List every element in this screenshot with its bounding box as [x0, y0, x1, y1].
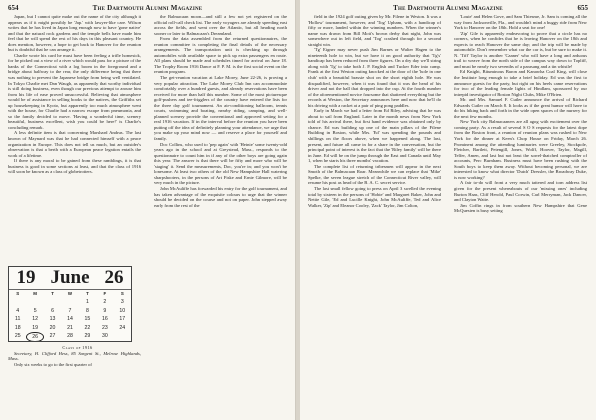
- reunion-calendar-image: [8, 266, 132, 342]
- calendar-day-cell: 9: [103, 307, 107, 314]
- calendar-day-cell: 17: [119, 316, 126, 323]
- calendar-day-cell: 29: [84, 333, 91, 340]
- calendar-day-cell: 13: [49, 316, 56, 323]
- page-number: 654: [8, 4, 19, 12]
- calendar-day-cell: [61, 298, 78, 306]
- calendar-weekday: S: [16, 291, 20, 296]
- right-page: [300, 0, 596, 420]
- paragraph: the Balmacaan moon—and still a few not yet registered on the official roll-call check list. The early voyagers are already speeding east across the fields, and went over the Atlantic, but all heading north sooner or later to Balmacaan's Dreamland.: [154, 14, 287, 36]
- left-column-2: [154, 14, 287, 414]
- calendar-day-cell: 15: [84, 316, 91, 323]
- calendar-weekday: S: [120, 291, 124, 296]
- calendar-day-cell: 16: [101, 316, 108, 323]
- right-column-2: [454, 14, 587, 414]
- running-title: The Dartmouth Alumni Magazine: [92, 4, 203, 12]
- paragraph: Japan, but I cannot quite make out the name of the city although it appears as if it might possibly be 'Jap.' with lawyer-like care. Wilson writes that he has lived in Japan long enough now to have 'gone native' and that the natural rock gardens and the temple bells have made him feel that he will spend the rest of his days in this pleasant country. He does mention, however, a hope to get back to Hanover for the reunion but is doubtful that he can arrange it.: [8, 14, 141, 53]
- paragraph: A less definite item is that concerning Marshard Andrus. The last known of Maynard was that he had connected himself with a peace organization in Europe. This does not tell us much, but an outsider's observation is that a berth with a European peace legation entails the work of a lifetime.: [8, 130, 141, 158]
- calendar-day-cell: [114, 332, 131, 342]
- paragraph: John McAuliffe has forwarded his entry for the golf tournament, and has taken advantage of the exquisite colours to urge that the winner should be decided on the course and not on paper. John stepped away early from the rest of the: [154, 185, 287, 208]
- calendar-day-cell: [26, 298, 43, 306]
- paragraph: The complete list of returning tribesmen will appear in the next Smoth of the Balmacaan Roar. Meanwhile we can replace that 'Mike' Spelke, the seven league stretch of the Connecticut River valley, will resume his post as head of the B. A. C. secret service.: [308, 163, 441, 186]
- calendar-day-cell: 12: [32, 316, 39, 323]
- page-number: 655: [577, 4, 588, 12]
- calendar-weekday: F: [103, 291, 107, 296]
- paragraph: 'Zip' Gile is apparently endeavoring to prove that a circle has no corners, when he confides that he is leaving Hanover on the 18th and expects to reach Hanover the same day; and the trip will be made by automobile. Don't remember what car the car is, but be sure to make it. N. 'Tiff' Taylor is another 'Caaner' who will have a long and arduous trail to weave from the north side of the campus way down to Topliff, and must be nearly two sevenths of a parasang and a tin whistle!: [454, 30, 587, 69]
- paragraph: A fair to-do will front a very much tattered and torn address list given for the present whereabouts of our 'missing ones' including Burton Haas, Cliff Herold, Paul Corwin, Carl Merryman, Jack Dancer, and Clayton Waite.: [454, 180, 587, 203]
- calendar-day-cell: 2: [103, 299, 107, 306]
- calendar-day-cell: 5: [33, 307, 37, 314]
- calendar-day-cell: 24: [119, 324, 126, 331]
- calendar-year-prefix: 19: [16, 267, 36, 289]
- calendar-day-cell: 19: [32, 324, 39, 331]
- calendar-weekday: W: [67, 291, 73, 296]
- left-column-1: [8, 14, 141, 414]
- calendar-day-cell: 20: [49, 324, 56, 331]
- paragraph: 'Tg' Eigner may never push Jim Barnes or Walter Hagen to the nineteenth hole to win, but we have it on good authority that 'Tg's' handicap has been reduced from three figures. On a dry day we'll string along with 'Tg' to take both J. P. English and Tucker Eder into camp. Frank at the first Weston outing knocked at the door of the 'hole in one club' with a beautiful brassie shot on the short eighth hole. He was disqualified, however, when it was found that it was the head of his driver and not the ball that dropped into the cup. At the fourth number of the aforementioned novice foursome that shattered everything but the records at Weston, the Secretary announces here and now that he'll do his driving with a racket at a pair of ping pong paddles.: [308, 47, 441, 108]
- calendar-day: 26: [104, 267, 124, 289]
- calendar-day-cell: 10: [119, 307, 126, 314]
- calendar-day-cell: 22: [84, 324, 91, 331]
- calendar-month: June: [50, 267, 90, 289]
- calendar-day-cell: 28: [67, 333, 73, 340]
- class-caption: [8, 345, 141, 367]
- paragraph: Mr. and Mrs. Samuel F. Cutler announce the arrival of Richard Edwards Cutler on March 8. It looks as if the great humor will have to do his hiking back and forth in the wide open spaces of the nursery for the next few months.: [454, 97, 587, 119]
- left-column-1-text: [8, 14, 141, 262]
- calendar-day-cell: 1: [85, 299, 89, 306]
- calendar-day-cell: 27: [49, 333, 56, 340]
- calendar-day-cell: 4: [16, 307, 20, 314]
- paragraph: Doc Collins, who used to 'pep again' with 'Heinie' some twenty-odd years ago in the school and at Greystead, Mass., responds to the questionnaire to count him in if any of the other boys are going again this year. The answer is that there will be fifty and more who will be 'staging' it. Send the measurements, Doc, you're in; and you won't be lonesome. At least two others of the old New Hampshire Hall watering sharpshooters, in the persons of Art Fiske and Ernie Gilmore, will be very much in the picture.: [154, 141, 287, 186]
- left-page: [0, 0, 296, 420]
- calendar-day-cell: 18: [14, 324, 21, 331]
- paragraph: Jim Coffin rings in from southern New Hampshire that Gene McQuesten is busy setting: [454, 202, 587, 214]
- paragraph: New York city Balmacaaners are all agog with excitement over the coming party. As a result of several S O S requests for the latest dope from the Boston front, a reunion of reunion plans was rushed to New York for the dinner at Keen's Chop House on Friday, March 26. Prominent among the attending luminaries were Greeley, Stockpole, Fletcher, Bartlett, Petengill, Jones, Wolff, Hoover, Taylor, Magill, Telfer, Amen, and last but not least the sorrel-thatched comptroller of accounts, Perc Burnham. Business must have been rushing with the South boys to keep them away. Without becoming personal, we are interested to know what director 'Dutch' Dressler, the Broadway Duke, is now working?: [454, 119, 587, 180]
- calendar-day-cell: 8: [85, 307, 89, 314]
- paragraph: The get-reunion vacation at Lake Morey, June 22-26, is proving a very popular attraction. The Lake Morey Club Inn can accommodate comfortably over a hundred guests, and already reservations have been received for more than half this number. Some of the most picturesque golf-pushers and tee-frigglers of the country have entered the lists for the three day golf tournament. An air-conditioning ballroom, tennis courts, swimming and boating, nearby riding, camping, and well-planned scenery provide the conventional and approved setting for a real 1916 vacation. If in the interval before the reunion you have been putting off the idea of definitely planning your attendance, we urge that you make up your mind now — and reserve a place for yourself and family.: [154, 75, 287, 142]
- calendar-day-cell: 21: [67, 324, 73, 331]
- calendar-grid: [9, 290, 131, 342]
- left-header: [8, 3, 287, 13]
- calendar-day-cell: [44, 298, 61, 306]
- paragraph: Charlie wrote his card he must have been feeling a trifle homesick, for he picked out a view of a river which would pass for a picture of the banks of the Connecticut with a log boom in the foreground and a bridge about halfway to the rear, the only difference being that there was nothing to prevent the Japanese bridge from being well ventilated. In Tokyo Charlie met Dan Waugh, as apparently that worthy individual is still doing business, even though our previous attempt to arouse him from his life of ease proved unsuccessful. Believing that atmosphere would be of assistance in selling books to the natives, the Griffiths set up housekeeping in Kyoto, but apparently too much atmosphere went with the house, for Charlie had a narrow escape from pneumonia, and so the family decided to move. 'Having a wonderful time, scenery beautiful, business excellent, wish you could be here!' is Charlie's concluding remark.: [8, 52, 141, 130]
- running-title: The Dartmouth Alumni Magazine: [393, 4, 503, 12]
- calendar-day-cell: 7: [68, 307, 72, 314]
- paragraph: field in the 1924 golf outing given by Mr. Filene in Weston. It was a 'Hollow' tournament, however, and 'Tog' Upham, with a handicap of fifty or more, landed within the winning numbers. When the winner's name was drawn from Bill Mott's brown derby that night, John was somewhere out in left field, and 'Tog' crashed through for a second straight win.: [308, 14, 441, 47]
- right-header: [308, 3, 588, 13]
- caption-text: Only six weeks to go to the first quarter of: [14, 361, 92, 367]
- paragraph: The last small fellow going to press on April 3 swelled the evening total by sixteen in the persons of 'Hobie' and Margaret Baker, John and Nettie Gile, 'Ed and Lucille Knight, John McAuliffe, Ted and Alice Walker, 'Zip' and Eleanor Cooley, 'Zack' Taylor, Jim Colton,: [308, 185, 441, 208]
- calendar-day-cell: 23: [101, 324, 108, 331]
- calendar-day-cell: [9, 298, 26, 306]
- paragraph: Ed Knight, Bituminous Baron and Kanawha Coal King, will close the Institute long enough to take a brief holiday. Ed was the first to announce guests for the party, but right on his heels came reservations for two of the leading female lights of Hindlam, sponsored by our intrepid investigator of Boston Night Clubs, Mike O'Brien.: [454, 69, 587, 97]
- calendar-day-cell: 30: [101, 333, 108, 340]
- calendar-weekday: M: [33, 291, 37, 296]
- secretary-line: Secretary, H. Clifford Hess, 85 Sargent St., Melrose Highlands, Mass.: [8, 350, 141, 361]
- calendar-day-cell: 25: [14, 333, 21, 340]
- calendar-day-cell: 26: [26, 332, 43, 342]
- calendar-day-cell: 6: [51, 307, 54, 314]
- calendar-weekday: T: [51, 291, 54, 296]
- calendar-day-cell: 11: [15, 316, 21, 323]
- paragraph: Early in March we had a letter from Ed Riley, advising that he was about to sail from England. Later in the month news from New York told of his arrival there, but first hand evidence was obtained only by chance. Ed was building up one of the main pillars of the Filene Building in Boston, while Mrs. 'Ed' was spending the pounds and shillings on the floors above, when we happened along. The last, present, and future all came in for a share in the conversation, but the principal point of interest is the fact that the 'Riley family' will be there in June. Ed will be on the jump through the East and Canada until May 1, when he starts his three months' vacation.: [308, 108, 441, 164]
- calendar-day-cell: 14: [67, 316, 73, 323]
- paragraph: From the data assembled from the returned questionnaires, the reunion committee is completing the final details of the necessary arrangements. The transportation unit is checking up through automobiles with available space to pick up extra passengers en route. All plans should be made and schedules timed for arrival on June 18. The Trophy Room 1916 Dance at F. P. M. is the first social event on the reunion program.: [154, 36, 287, 75]
- calendar-weekday: T: [86, 291, 89, 296]
- paragraph: If there is any moral to be gained from these ramblings, it is that business is good in some sections at least, and that the class of 1916 will soon be known as a class of globetrotters.: [8, 158, 141, 175]
- calendar-day-cell: 3: [120, 299, 124, 306]
- right-column-1: [308, 14, 441, 414]
- calendar-header: [9, 267, 131, 290]
- class-label: Class of 1916: [62, 345, 93, 350]
- paragraph: 'Louie' and Helen Gove, and Sam Thiesme, Jr. Sam is coming all the way from Jacksonville, Fla., and wouldn't mind a buggy ride from New York to Hanover on the 18th. Hold a seat for one!: [454, 14, 587, 31]
